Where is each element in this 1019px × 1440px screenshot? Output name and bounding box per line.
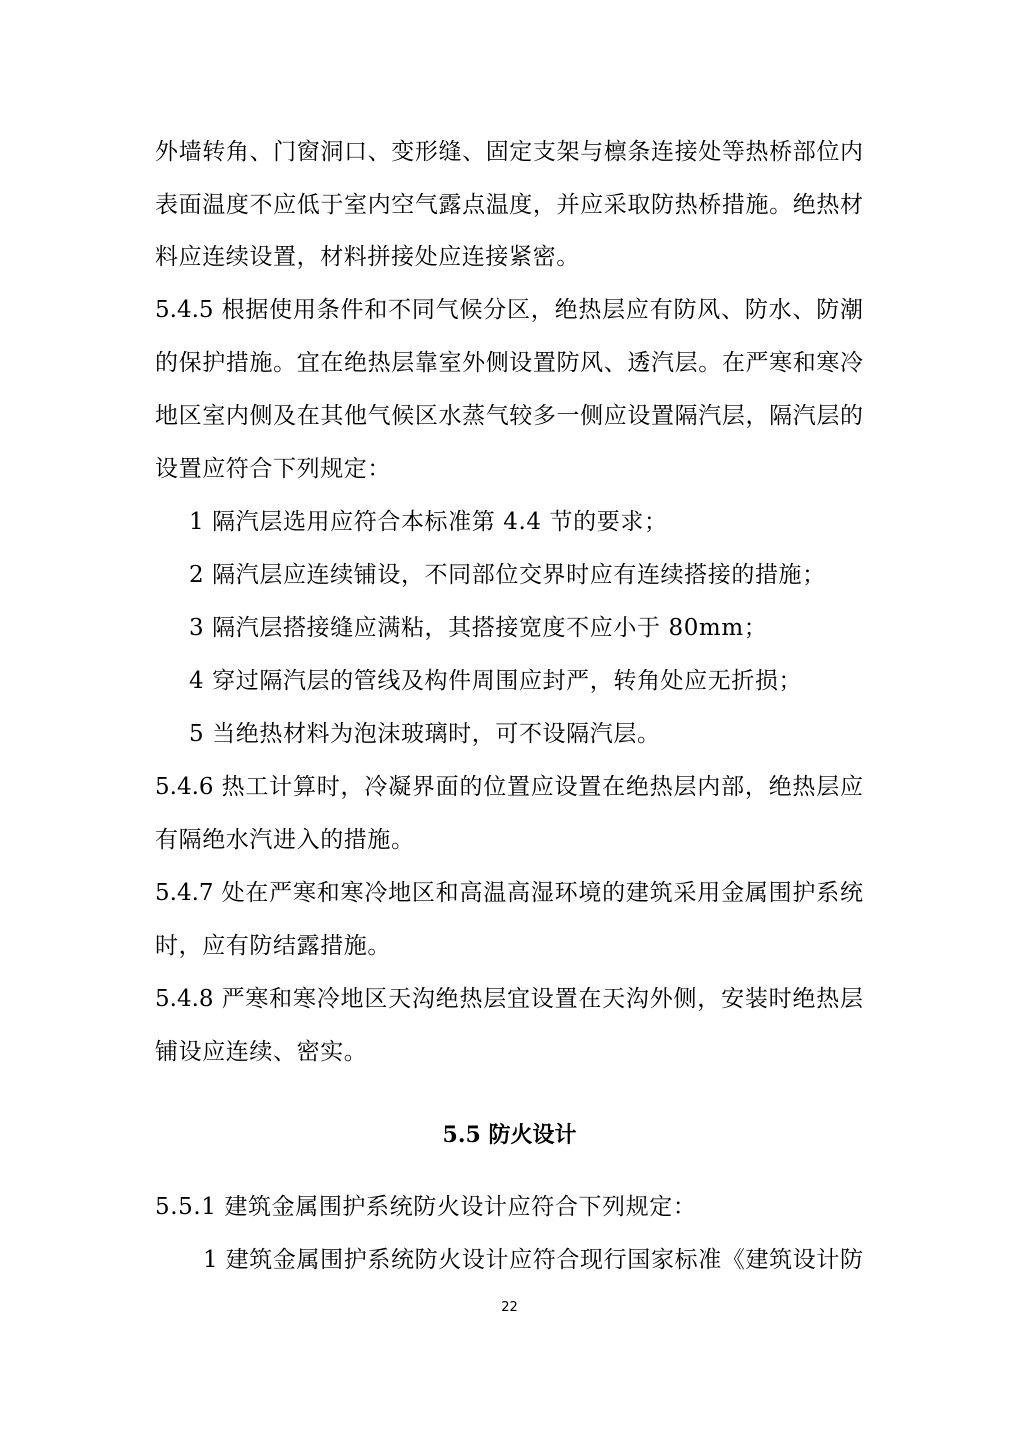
section-heading: 5.5 防火设计 bbox=[442, 1122, 577, 1148]
list-item: 2 隔汽层应连续铺设，不同部位交界时应有连续搭接的措施； bbox=[189, 562, 826, 588]
clause-5-5-1: 5.5.1 建筑金属围护系统防火设计应符合下列规定： bbox=[155, 1194, 697, 1220]
text-line: 铺设应连续、密实。 bbox=[155, 1039, 368, 1065]
clause-5-4-7: 5.4.7 处在严寒和寒冷地区和高温高湿环境的建筑采用金属围护系统 bbox=[155, 880, 863, 906]
list-item: 5 当绝热材料为泡沫玻璃时，可不设隔汽层。 bbox=[189, 721, 661, 747]
text-line: 的保护措施。宜在绝热层靠室外侧设置防风、透汽层。在严寒和寒冷 bbox=[155, 350, 863, 376]
text-line: 外墙转角、门窗洞口、变形缝、固定支架与檩条连接处等热桥部位内 bbox=[155, 139, 863, 165]
text-line: 时，应有防结露措施。 bbox=[155, 933, 391, 959]
text-line: 表面温度不应低于室内空气露点温度，并应采取防热桥措施。绝热材 bbox=[155, 192, 863, 218]
list-item: 1 建筑金属围护系统防火设计应符合现行国家标准《建筑设计防 bbox=[203, 1247, 863, 1273]
list-item: 4 穿过隔汽层的管线及构件周围应封严，转角处应无折损； bbox=[189, 668, 803, 694]
page-number: 22 bbox=[501, 1300, 518, 1315]
list-item: 3 隔汽层搭接缝应满粘，其搭接宽度不应小于 80mm； bbox=[189, 615, 768, 641]
clause-5-4-5: 5.4.5 根据使用条件和不同气候分区，绝热层应有防风、防水、防潮 bbox=[155, 297, 863, 323]
text-line: 料应连续设置，材料拼接处应连接紧密。 bbox=[155, 244, 580, 270]
text-line: 有隔绝水汽进入的措施。 bbox=[155, 827, 415, 853]
text-line: 设置应符合下列规定： bbox=[155, 456, 391, 482]
clause-5-4-8: 5.4.8 严寒和寒冷地区天沟绝热层宜设置在天沟外侧，安装时绝热层 bbox=[155, 986, 863, 1012]
clause-5-4-6: 5.4.6 热工计算时，冷凝界面的位置应设置在绝热层内部，绝热层应 bbox=[155, 774, 863, 800]
list-item: 1 隔汽层选用应符合本标准第 4.4 节的要求； bbox=[189, 509, 668, 535]
text-line: 地区室内侧及在其他气候区水蒸气较多一侧应设置隔汽层，隔汽层的 bbox=[155, 403, 863, 429]
